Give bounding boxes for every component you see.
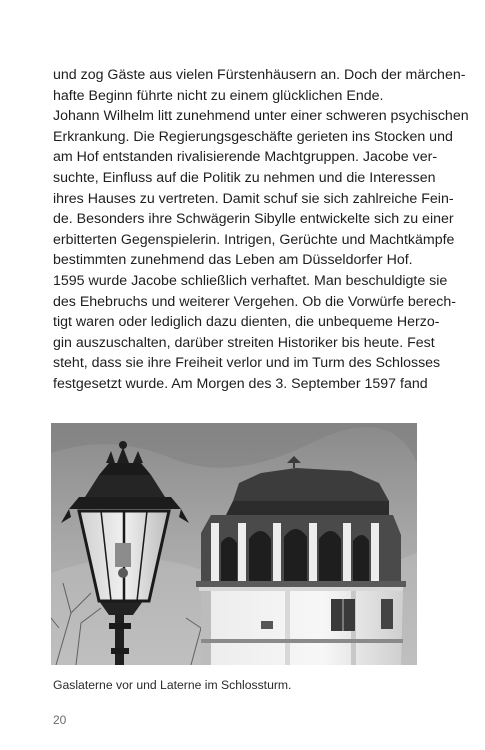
- text-line: steht, dass sie ihre Freiheit verlor und im Turm des Schlosses: [53, 355, 441, 372]
- text-line: de. Besonders ihre Schwägerin Sibylle entwickelte sich zu einer: [53, 211, 454, 228]
- photo-lantern-and-tower: [51, 423, 417, 665]
- text-line: am Hof entstanden rivalisierende Machtgruppen. Jacobe ver-: [53, 149, 438, 166]
- text-line: Johann Wilhelm litt zunehmend unter einer schweren psychischen: [53, 108, 469, 125]
- page-number: 20: [53, 713, 67, 727]
- text-line: ihres Hauses zu vertreten. Damit schuf sie sich zahlreiche Fein-: [53, 190, 454, 207]
- text-line: suchte, Einfluss auf die Politik zu nehmen und die Interessen: [53, 169, 436, 186]
- figure-caption: Gaslaterne vor und Laterne im Schlossturm.: [53, 678, 292, 692]
- text-line: und zog Gäste aus vielen Fürstenhäusern an. Doch der märchen-: [53, 67, 466, 83]
- text-line: bestimmten zunehmend das Leben am Düsseldorfer Hof.: [53, 252, 413, 269]
- text-line: tigt waren oder lediglich dazu dienten, die unbequeme Herzo-: [53, 314, 440, 331]
- text-line: hafte Beginn führte nicht zu einem glücklichen Ende.: [53, 87, 384, 104]
- text-line: 1595 wurde Jacobe schließlich verhaftet. Man beschuldigte sie: [53, 272, 448, 289]
- text-line: Erkrankung. Die Regierungsgeschäfte gerieten ins Stocken und: [53, 128, 453, 145]
- text-line: des Ehebruchs und weiterer Vergehen. Ob die Vorwürfe berech-: [53, 293, 457, 310]
- text-line: erbitterten Gegenspielerin. Intrigen, Gerüchte und Machtkämpfe: [53, 231, 455, 248]
- body-text: [53, 65, 469, 395]
- text-line: gin auszuschalten, darüber streiten Historiker bis heute. Fest: [53, 334, 435, 351]
- text-line: festgesetzt wurde. Am Morgen des 3. September 1597 fand: [53, 375, 428, 392]
